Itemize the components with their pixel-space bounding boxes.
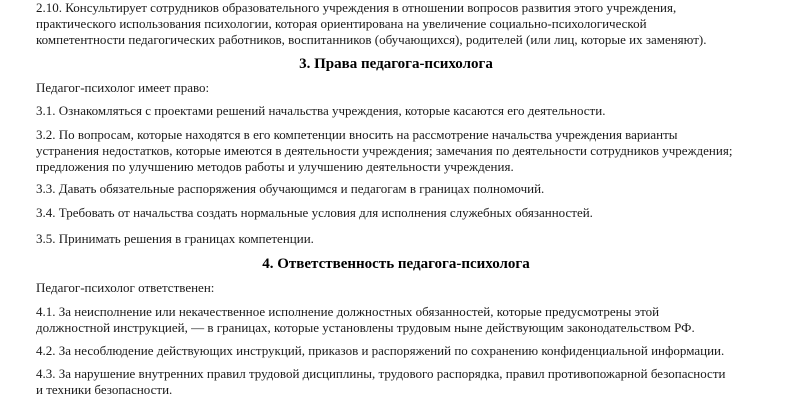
section-lead: Педагог-психолог имеет право: bbox=[36, 80, 210, 95]
section-lead: Педагог-психолог ответственен: bbox=[36, 280, 215, 295]
text-line: 4.2. За несоблюдение действующих инструкций, приказов и распоряжений по сохранению конфиденциальной информации. bbox=[36, 343, 725, 358]
text-line: 3.3. Давать обязательные распоряжения обучающимся и педагогам в границах полномочий. bbox=[36, 181, 545, 196]
text-line: 4.3. За нарушение внутренних правил трудовой дисциплины, трудового распорядка, правил противопожарной безопасности bbox=[36, 366, 726, 381]
text-line: 3.5. Принимать решения в границах компетенции. bbox=[36, 231, 314, 246]
text-line: должностной инструкцией, — в границах, которые установлены трудовым ныне действующим законодательством РФ. bbox=[36, 320, 695, 335]
text-line: 3.2. По вопросам, которые находятся в его компетенции вносить на рассмотрение начальства учреждения варианты bbox=[36, 127, 678, 142]
text-line: 2.10. Консультирует сотрудников образовательного учреждения в отношении вопросов развития этого учреждения, bbox=[36, 0, 677, 15]
text-line: компетентности педагогических работников, воспитанников (обучающихся), родителей (или лиц, которые их заменяют). bbox=[36, 32, 707, 47]
text-line: практического использования психологии, которая ориентирована на увеличение социально-психологической bbox=[36, 16, 647, 31]
text-line: 3.1. Ознакомляться с проектами решений начальства учреждения, которые касаются его деятельности. bbox=[36, 103, 606, 118]
text-line: предложения по улучшению методов работы и улучшению деятельности учреждения. bbox=[36, 159, 514, 174]
text-line: 4.1. За неисполнение или некачественное исполнение должностных обязанностей, которые предусмотрены этой bbox=[36, 304, 660, 319]
text-line: устранения недостатков, которые имеются в деятельности учреждения; замечания по деятельности сотрудников учреждения; bbox=[36, 143, 733, 158]
text-line: и техники безопасности. bbox=[36, 382, 173, 397]
text-line: 3.4. Требовать от начальства создать нормальные условия для исполнения служебных обязанностей. bbox=[36, 205, 593, 220]
section-heading: 3. Права педагога-психолога bbox=[299, 56, 493, 72]
section-heading: 4. Ответственность педагога-психолога bbox=[262, 256, 530, 272]
